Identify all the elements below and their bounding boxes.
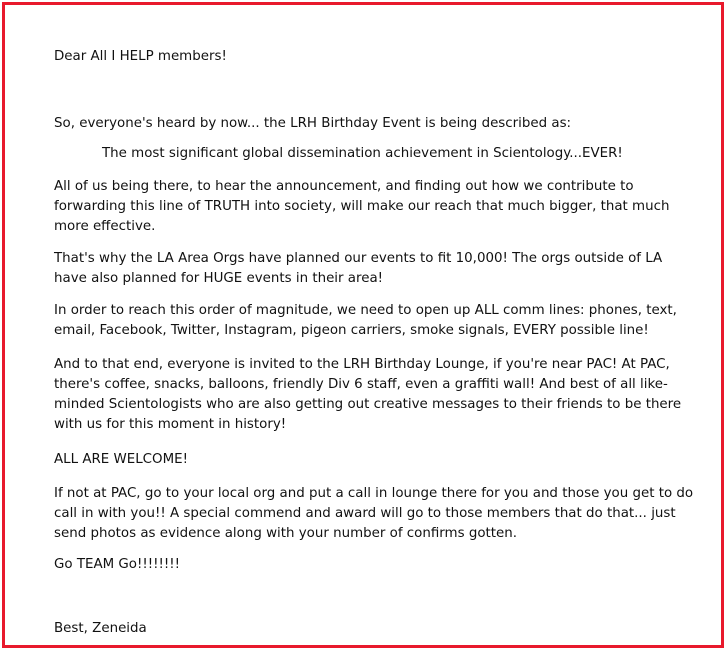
signoff: Best, Zeneida (54, 621, 147, 636)
greeting: Dear All I HELP members! (54, 49, 227, 64)
paragraph: And to that end, everyone is invited to the LRH Birthday Lounge, if you're near PAC! At PAC, there's coffee, snacks, balloons, friendly Div 6 staff, even a graffiti wall! And best of all like-minded Scientologists who are also getting out creative messages to their friends to be there with us for this moment in history! (54, 357, 682, 432)
paragraph: If not at PAC, go to your local org and put a call in lounge there for you and those you get to do call in with you!! A special commend and award will go to those members that do that... just send photos as evidence along with your number of confirms gotten. (54, 486, 694, 541)
quote-line: The most significant global dissemination achievement in Scientology...EVER! (102, 146, 623, 161)
paragraph: ALL ARE WELCOME! (54, 452, 188, 467)
paragraph: In order to reach this order of magnitude, we need to open up ALL comm lines: phones, text, email, Facebook, Twitter, Instagram, pigeon carriers, smoke signals, EVERY possible line! (54, 303, 677, 338)
letter-frame (2, 2, 724, 648)
paragraph: All of us being there, to hear the announcement, and finding out how we contribute to forwarding this line of TRUTH into society, will make our reach that much bigger, that much more effective. (54, 179, 670, 234)
closing-cheer: Go TEAM Go!!!!!!!! (54, 557, 180, 572)
intro-line: So, everyone's heard by now... the LRH Birthday Event is being described as: (54, 116, 572, 131)
paragraph: That's why the LA Area Orgs have planned our events to fit 10,000! The orgs outside of LA have also planned for HUGE events in their area! (54, 251, 663, 286)
